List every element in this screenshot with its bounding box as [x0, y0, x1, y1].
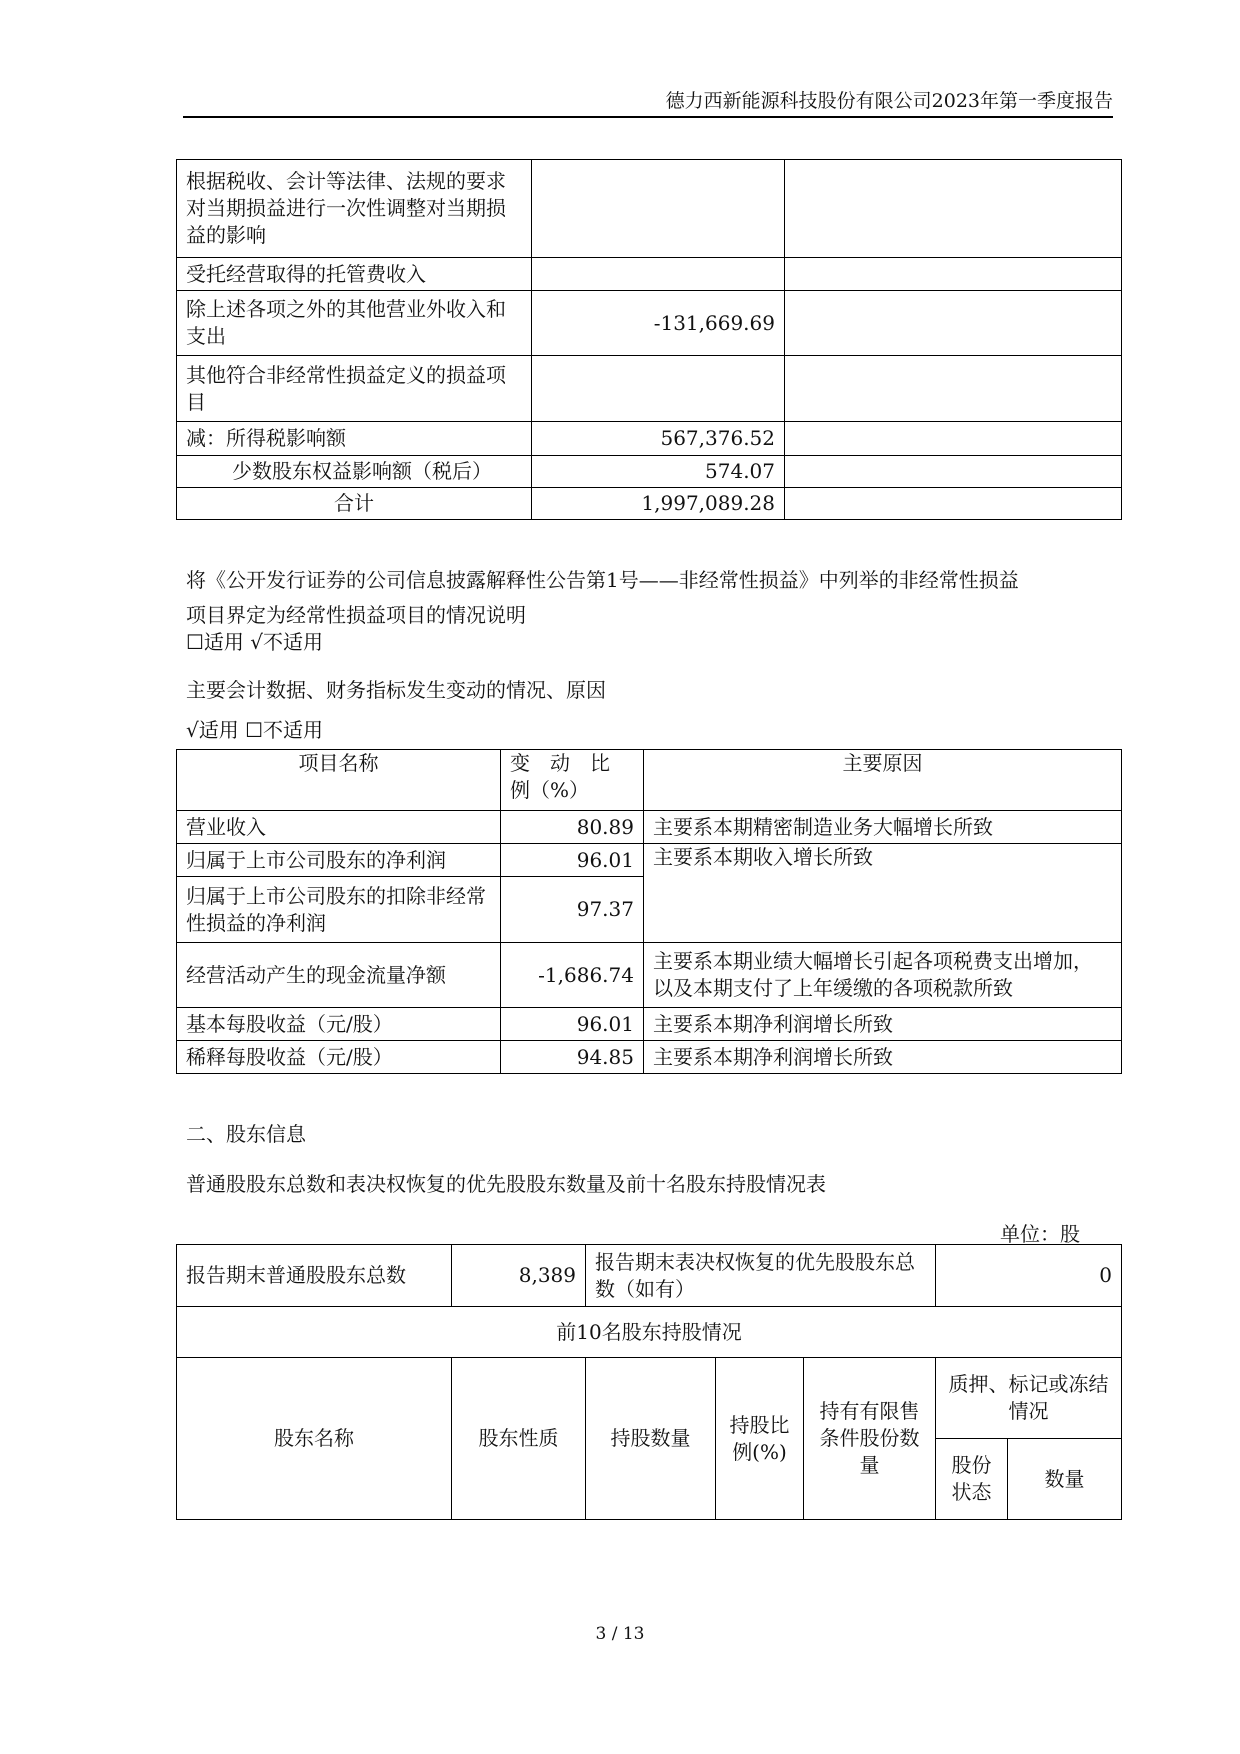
row-ratio: 94.85 [501, 1041, 644, 1074]
table-row [177, 1245, 1122, 1307]
preferred-shareholders-value: 0 [936, 1245, 1122, 1307]
item-note [785, 258, 1122, 291]
item-note [785, 456, 1122, 488]
non-recurring-items-table [176, 159, 1122, 520]
col-shareholder-name: 股东名称 [177, 1358, 452, 1520]
table-row [177, 291, 1122, 356]
row-reason: 主要系本期净利润增长所致 [644, 1008, 1122, 1041]
col-share-percent: 持股比例(%) [716, 1358, 804, 1520]
table-row [177, 1041, 1122, 1074]
row-ratio: 96.01 [501, 844, 644, 877]
col-share-status: 股份状态 [936, 1439, 1008, 1520]
applicability-check-1: ☐适用 √不适用 [186, 630, 324, 654]
row-item: 稀释每股收益（元/股） [177, 1041, 501, 1074]
report-header: 德力西新能源科技股份有限公司2023年第一季度报告 [183, 88, 1113, 118]
table-row [177, 943, 1122, 1008]
item-amount: 574.07 [532, 456, 785, 488]
table-row [177, 811, 1122, 844]
item-note [785, 160, 1122, 258]
col-shareholder-nature: 股东性质 [452, 1358, 586, 1520]
item-label: 其他符合非经常性损益定义的损益项目 [177, 356, 532, 422]
table-row [177, 844, 1122, 877]
shareholder-table [176, 1244, 1122, 1520]
page-number: 3 / 13 [595, 1624, 645, 1644]
item-label: 少数股东权益影响额（税后） [177, 456, 532, 488]
total-label: 合计 [177, 488, 532, 520]
row-item: 营业收入 [177, 811, 501, 844]
row-ratio: 96.01 [501, 1008, 644, 1041]
item-amount [532, 258, 785, 291]
header-reason: 主要原因 [644, 750, 1122, 811]
col-pledge-status: 质押、标记或冻结情况 [936, 1358, 1122, 1439]
header-ratio: 变 动 比 例（%） [501, 750, 644, 811]
header-item: 项目名称 [177, 750, 501, 811]
section-heading-shareholders: 二、股东信息 [186, 1122, 306, 1146]
table-row [177, 488, 1122, 520]
table-row [177, 160, 1122, 258]
item-amount: -131,669.69 [532, 291, 785, 356]
col-restricted-shares: 持有有限售条件股份数量 [804, 1358, 936, 1520]
table-row [177, 1008, 1122, 1041]
item-label: 减：所得税影响额 [177, 422, 532, 456]
item-note [785, 356, 1122, 422]
total-shareholders-label: 报告期末普通股股东总数 [177, 1245, 452, 1307]
table-row [177, 258, 1122, 291]
item-amount [532, 356, 785, 422]
row-item: 归属于上市公司股东的扣除非经常性损益的净利润 [177, 877, 501, 943]
explanation-line-2: 项目界定为经常性损益项目的情况说明 [186, 603, 526, 627]
row-item: 基本每股收益（元/股） [177, 1008, 501, 1041]
table-row [177, 422, 1122, 456]
row-item: 经营活动产生的现金流量净额 [177, 943, 501, 1008]
row-reason: 主要系本期业绩大幅增长引起各项税费支出增加，以及本期支付了上年缓缴的各项税款所致 [644, 943, 1122, 1008]
changes-title: 主要会计数据、财务指标发生变动的情况、原因 [186, 678, 606, 702]
total-amount: 1,997,089.28 [532, 488, 785, 520]
explanation-line-1: 将《公开发行证券的公司信息披露解释性公告第1号——非经常性损益》中列举的非经常性损益 [186, 568, 1019, 592]
col-share-quantity: 持股数量 [586, 1358, 716, 1520]
total-shareholders-value: 8,389 [452, 1245, 586, 1307]
col-pledge-count: 数量 [1008, 1439, 1122, 1520]
preferred-shareholders-label: 报告期末表决权恢复的优先股股东总数（如有） [586, 1245, 936, 1307]
item-amount: 567,376.52 [532, 422, 785, 456]
row-reason: 主要系本期收入增长所致 [644, 844, 1122, 943]
item-label: 受托经营取得的托管费收入 [177, 258, 532, 291]
item-label: 根据税收、会计等法律、法规的要求对当期损益进行一次性调整对当期损益的影响 [177, 160, 532, 258]
item-note [785, 291, 1122, 356]
table-header-row [177, 750, 1122, 811]
top10-title: 前10名股东持股情况 [177, 1307, 1122, 1358]
row-item: 归属于上市公司股东的净利润 [177, 844, 501, 877]
row-ratio: 80.89 [501, 811, 644, 844]
row-reason: 主要系本期精密制造业务大幅增长所致 [644, 811, 1122, 844]
table-row [177, 356, 1122, 422]
unit-label: 单位：股 [1000, 1222, 1080, 1246]
table-row [177, 1307, 1122, 1358]
row-reason: 主要系本期净利润增长所致 [644, 1041, 1122, 1074]
item-note [785, 488, 1122, 520]
item-label: 除上述各项之外的其他营业外收入和支出 [177, 291, 532, 356]
table-header-row [177, 1358, 1122, 1439]
indicator-change-table [176, 749, 1122, 1074]
item-amount [532, 160, 785, 258]
applicability-check-2: √适用 ☐不适用 [186, 718, 324, 742]
shareholder-table-title: 普通股股东总数和表决权恢复的优先股股东数量及前十名股东持股情况表 [186, 1172, 826, 1196]
row-ratio: 97.37 [501, 877, 644, 943]
row-ratio: -1,686.74 [501, 943, 644, 1008]
table-row [177, 456, 1122, 488]
item-note [785, 422, 1122, 456]
